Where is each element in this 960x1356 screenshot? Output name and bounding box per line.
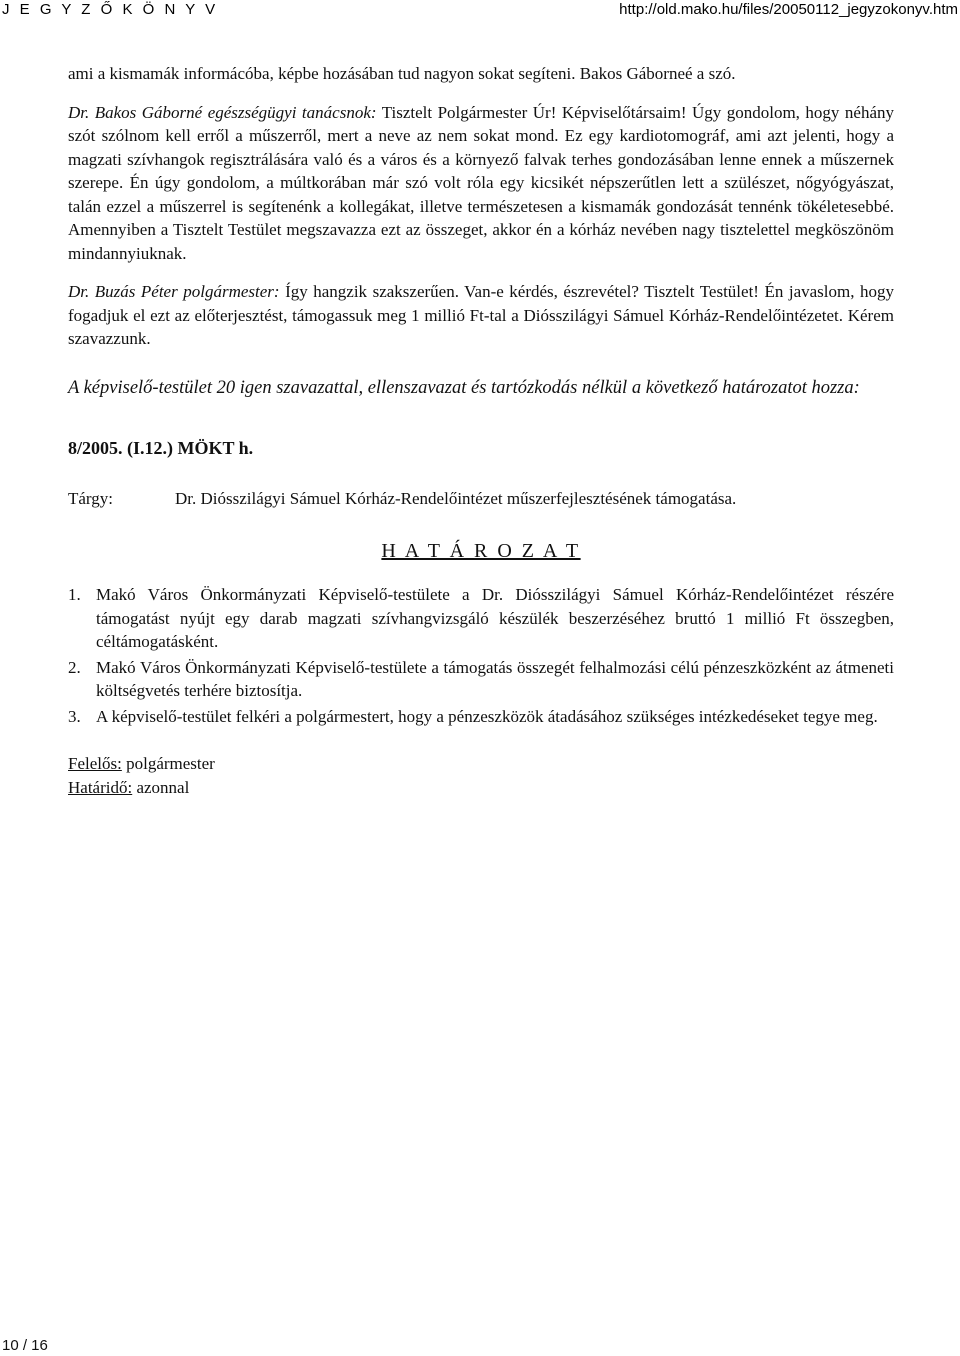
speaker-name: Dr. Bakos Gáborné egészségügyi tanácsnok: bbox=[68, 102, 377, 122]
page-number: 10 / 16 bbox=[2, 1337, 48, 1354]
item-number: 3. bbox=[68, 706, 81, 726]
responsible-label: Felelős: bbox=[68, 754, 122, 773]
document-header-url: http://old.mako.hu/files/20050112_jegyzokonyv.htm bbox=[619, 1, 958, 18]
speaker-name: Dr. Buzás Péter polgármester: bbox=[68, 282, 280, 301]
item-text: A képviselő-testület felkéri a polgármestert, hogy a pénzeszközök átadásához szükséges intézkedéseket tegye meg. bbox=[96, 706, 878, 726]
page-content bbox=[68, 62, 894, 799]
decision-heading: H A T Á R O Z A T bbox=[381, 539, 581, 562]
deadline-value: azonnal bbox=[132, 777, 190, 797]
speech-paragraph-1 bbox=[68, 101, 894, 266]
intro-paragraph: ami a kismamák informácóba, képbe hozásában tud nagyon sokat segíteni. Bakos Gáborneé a szó. bbox=[68, 64, 736, 83]
document-header-title: J E G Y Z Ő K Ö N Y V bbox=[2, 1, 219, 18]
subject-text: Dr. Diósszilágyi Sámuel Kórház-Rendelőintézet műszerfejlesztésének támogatása. bbox=[175, 489, 737, 508]
speech-text: Tisztelt Polgármester Úr! Képviselőtársaim! Úgy gondolom, hogy néhány szót szólnom kell erről a műszerről, mert a neve az nem sokat mond. Ez egy kardiotomográf, ami azt jelenti, hogy a magzati szívhangok regisztrálására való és a város és a környező falvak terhes gondozásában lenne ennek a műszernek szerepe. Én úgy gondolom, a múltkorában már szó volt róla egy kicsikét népszerűtlen lett a szülészet, nőgyógyászat, talán ezzel a műszerrel is segítenénk a kollegákat, illetve természetesen a kismamák gondozását tennénk tökéletesebbé. Amennyiben a Tisztelt Testület megszavazza ezt az összeget, akkor én a kórház nevében nagy tisztelettel megköszönöm mindannyiuknak. bbox=[68, 102, 894, 263]
decision-item bbox=[68, 656, 894, 703]
decision-item bbox=[68, 705, 894, 729]
resolution-subject bbox=[68, 487, 894, 511]
resolution-number: 8/2005. (I.12.) MÖKT h. bbox=[68, 437, 254, 458]
vote-statement: A képviselő-testület 20 igen szavazattal, ellenszavazat és tartózkodás nélkül a következő határozatot hozza: bbox=[68, 377, 860, 398]
responsible-value: polgármester bbox=[121, 754, 215, 773]
decision-item bbox=[68, 583, 894, 654]
speech-paragraph-2 bbox=[68, 280, 894, 351]
subject-label: Tárgy: bbox=[68, 489, 114, 508]
deadline-label: Határidő: bbox=[68, 777, 133, 797]
deadline-line bbox=[68, 776, 894, 800]
item-text: Makó Város Önkormányzati Képviselő-testülete a Dr. Diósszilágyi Sámuel Kórház-Rendelőintézet részére támogatást nyújt egy darab magzati szívhangvizsgáló készülék beszerzéséhez bruttó 1 millió Ft összegben, céltámogatásként. bbox=[96, 585, 894, 651]
decision-items bbox=[68, 583, 894, 728]
responsible-line bbox=[68, 752, 894, 776]
item-number: 1. bbox=[68, 585, 81, 604]
item-number: 2. bbox=[68, 657, 81, 677]
speech-text: Így hangzik szakszerűen. Van-e kérdés, észrevétel? Tisztelt Testület! Én javaslom, hogy fogadjuk el ezt az előterjesztést, támogassuk meg 1 millió Ft-tal a Diósszilágyi Sámuel Kórház-Rendelőintézetet. Kérem szavazzunk. bbox=[68, 282, 895, 348]
item-text: Makó Város Önkormányzati Képviselő-testülete a támogatás összegét felhalmozási célú pénzeszközként az átmeneti költségvetés terhére biztosítja. bbox=[96, 657, 894, 700]
